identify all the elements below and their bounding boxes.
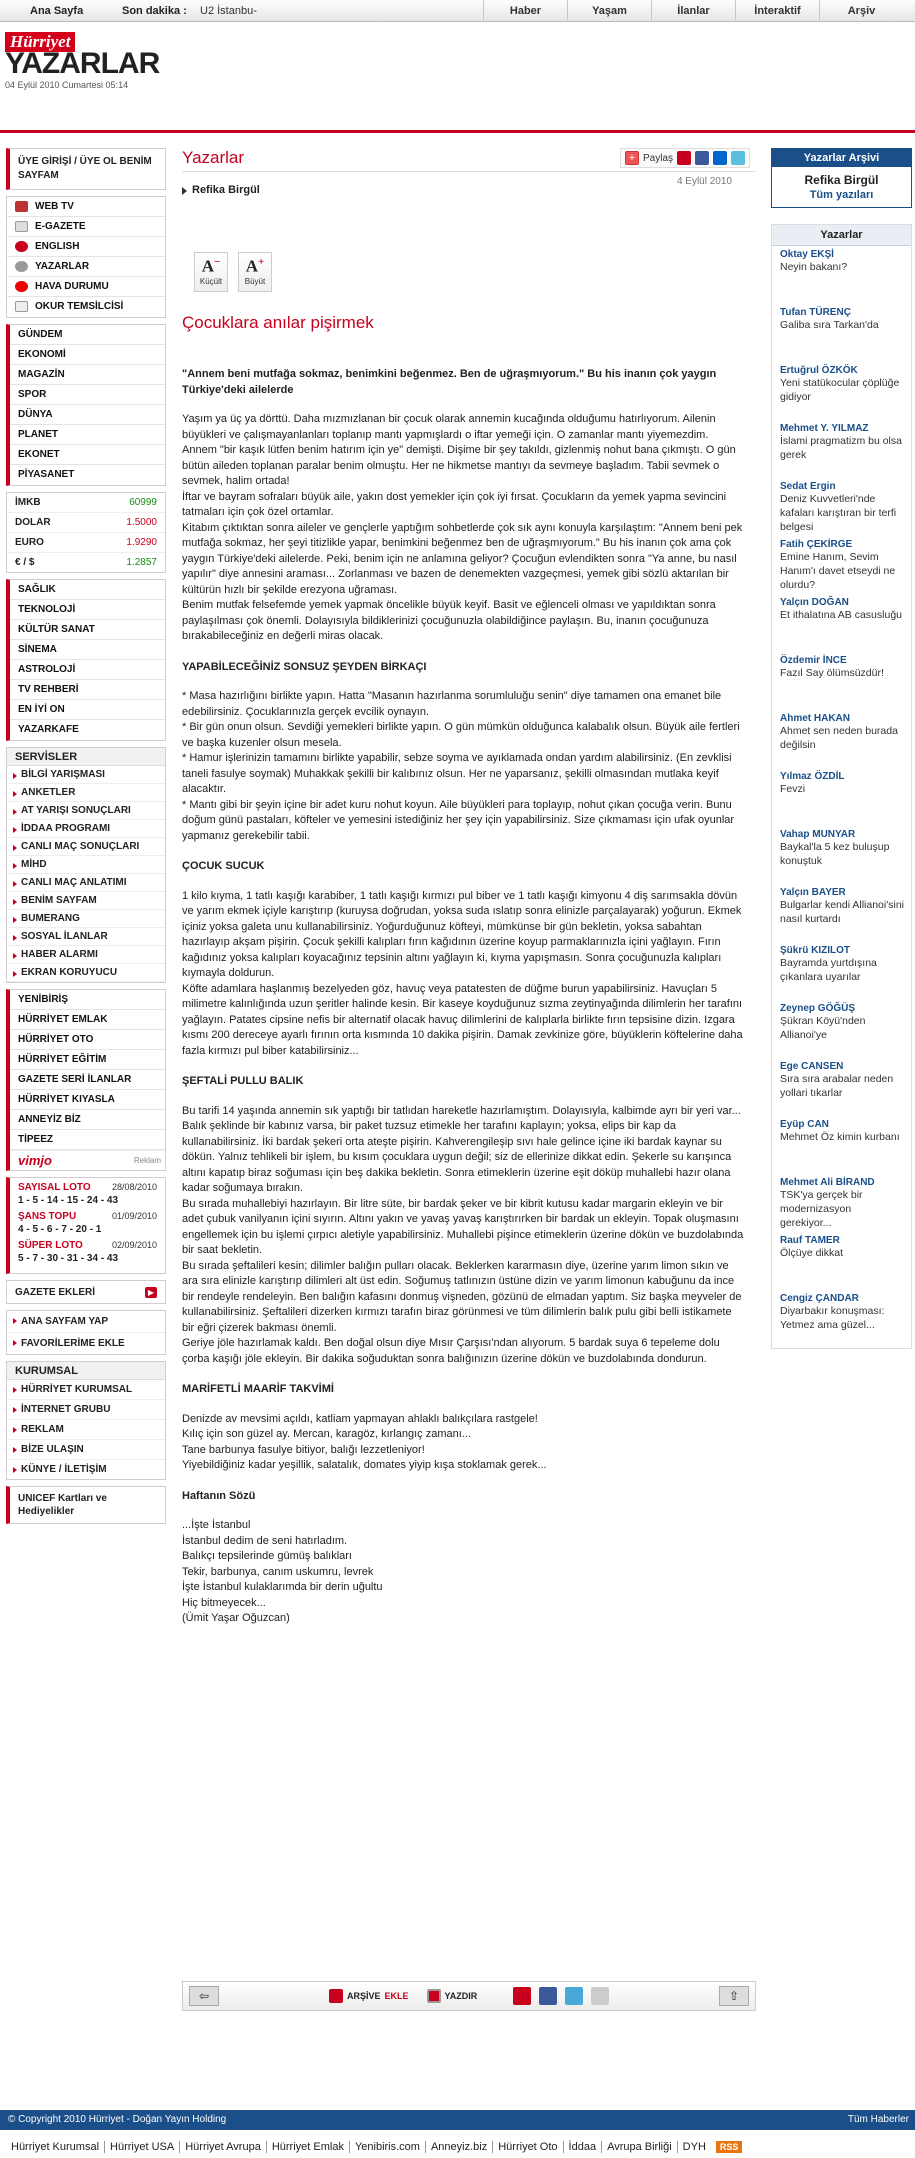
sidebar-item-tv-rehberi[interactable]: TV REHBERİ [10,680,165,700]
writer-name[interactable]: Tufan TÜRENÇ [780,307,851,318]
writer-item[interactable] [772,652,911,710]
footer-link[interactable]: Hürriyet Oto [493,2141,563,2153]
lottery-name: ŞANS TOPU [18,1211,77,1222]
sidebar-item-label: OKUR TEMSİLCİSİ [35,301,124,312]
paragraph: Kitabım çıktıktan sonra aileler ve gençlerle yaptığım sohbetlerde çok sık aynı konuyla karşılaştım: "Annem beni pek mutfağa sokmaz, her şeyi titizlikle yapar, benimkini beğenmez ben de uğraşmıyorum." Bu his inanın çok ama çok yaygın Türkiye'deki ailelerde. Peki, benim için ne anlamına geliyor? Çocuğun evlendikten sonra "Ya anne, bu nasıl yapılır" diye annesini araması... Zorlanması ve bazen de denemekten vazgeçmesi, yemek gibi sözlü aktarılan bir kültürün hızlı bir şekilde erezyona uğraması. [182,521,743,596]
top-bar [0,0,915,22]
group-link[interactable]: HÜRRİYET EMLAK [10,1010,165,1030]
archive-title: Yazarlar Arşivi [772,149,911,167]
paragraph: * Hamur işlerinizin tamamını birlikte yapabilir, sebze soyma ve ayıklamada ondan yardım alabilirsiniz. (En zevklisi taneli fasulye soymak) Muhakkak şekilli bir kalıbınız olsun. Her ne yaparsanız, şekilli olmasından mutlaka keyif alacaktır. [182,752,732,795]
font-size-controls [194,252,272,292]
group-sites-box [6,989,166,1171]
archive-add-label: ARŞİVE [347,1991,381,2001]
writer-item[interactable] [772,884,911,942]
pen-icon [15,301,28,312]
sidebar-item-label: HAVA DURUMU [35,281,109,292]
unicef-box[interactable] [6,1486,166,1524]
sidebar-item-en-iyi-on[interactable]: EN İYİ ON [10,700,165,720]
market-row[interactable] [7,533,165,553]
quote-line: Tekir, barbunya, canım uskumru, levrek [182,1565,374,1578]
section-logo: YAZARLAR [5,47,160,80]
group-link[interactable]: HÜRRİYET EĞİTİM [10,1050,165,1070]
writer-article-title[interactable]: Ahmet sen neden burada değilsin [780,725,898,751]
paragraph: Bu tarifi 14 yaşında annemin sık yaptığı bir tatlıdan hareketle hazırlamıştım. Dolayısıyla, kalbimde ayrı bir yeri var... [182,1104,741,1117]
lottery-numbers: 5 - 7 - 30 - 31 - 34 - 43 [18,1253,119,1264]
paragraph: * Mantı gibi bir şeyin içine bir adet kuru nohut koyun. Aile büyükleri para toplayıp, nohut çıkan çocuğa verin. Bunu doğum günü pastaları, köfteler ve yemesini istediğiniz her şey için yapabilirsiniz. Size çıkmaması için ufak oyunlar yapmanız gerekebilir tabii. [182,798,735,842]
writer-item[interactable] [772,1116,911,1174]
writer-name[interactable]: Fatih ÇEKİRGE [780,539,853,550]
tv-icon [15,201,28,212]
footer-links [0,2136,915,2158]
writer-name[interactable]: Özdemir İNCE [780,655,847,666]
writer-item[interactable] [772,478,911,536]
lottery-date: 28/08/2010 [111,1182,157,1192]
paragraph: Tane barbunya fasulye bitiyor, balığı lezzetleniyor! [182,1443,425,1456]
sidebar-item-magazin[interactable]: MAGAZİN [10,365,165,385]
brand-logo: Hürriyet [5,32,75,52]
footer-link[interactable]: İddaa [564,2141,603,2153]
writer-article-title[interactable]: Bulgarlar kendi Allianoi'sini nasıl kurtardı [780,899,904,925]
market-row[interactable] [7,493,165,513]
service-link[interactable]: HABER ALARMI [7,946,165,964]
market-label: DOLAR [15,517,51,528]
services-box [6,747,166,983]
quote-line: (Ümit Yaşar Oğuzcan) [182,1612,290,1624]
paragraph: Yiyebildiğiniz kadar yeşillik, salatalık, domates yiyip kışa stoklamak gerek... [182,1459,547,1471]
paragraph: Geriye jöle hazırlamak kaldı. Ben doğal olsun diye Mısır Çarşısı'ndan alıyorum. 5 bardak suya 6 tepeleme dolu çorba kaşığı jöle ekleyin. Bir dakika soğuduktan sonra balığınızın üzerine dökün ve buzdolabında dondurun. [182,1337,720,1365]
paragraph: Bu sırada şeftalileri kesin; dilimler balığın pulları olacak. Beklerken kararmasın diye, üzerine yarım limon sıkın ve ara sıra elinizle karıştırıp dilimleri alt üst edin. Soğumuş tatlınızın üstüne dizin ve yarım limonun kabuğunu da ince bir rendeyle rendeleyin. Ben balığın kafasını donmuş vişneden, gözünü de elmadan yaptım. Siz başka meyveler de kullanabilirsiniz. Şeftalileri dizerken kırmızı tarafın biraz görünmesi ve tüm dilimlerin balık pulu gibi belli istikamete bir eğri çizerek bakması önemli. [182,1259,742,1334]
footer-link[interactable]: Hürriyet USA [105,2141,180,2153]
facebook-icon[interactable] [695,151,709,165]
group-link[interactable]: GAZETE SERİ İLANLAR [10,1070,165,1090]
windows-icon[interactable] [713,151,727,165]
footer-link[interactable]: Hürriyet Avrupa [180,2141,267,2153]
market-value: 1.5000 [126,517,157,528]
lottery-name: SÜPER LOTO [18,1240,83,1251]
share-label: Paylaş [642,152,673,164]
site-logo[interactable] [5,32,159,90]
copyright: © Copyright 2010 Hürriyet - Doğan Yayın Holding [8,2114,227,2125]
header-divider [0,130,915,133]
footer-link[interactable]: Hürriyet Kurumsal [6,2141,105,2153]
sidebar-item-label: YAZARLAR [35,261,90,272]
add-favorites-link[interactable]: FAVORİLERİME EKLE [7,1333,165,1354]
author-name[interactable]: Refika Birgül [182,184,260,196]
writer-name[interactable]: Rauf TAMER [780,1235,840,1246]
corporate-link[interactable]: REKLAM [7,1420,165,1440]
service-link[interactable]: CANLI MAÇ ANLATIMI [7,874,165,892]
service-link[interactable]: İDDAA PROGRAMI [7,820,165,838]
share-bar [620,148,750,168]
home-link[interactable]: Ana Sayfa [30,5,84,17]
writer-article-title[interactable]: Baykal'la 5 kez buluşup konuştuk [780,841,890,867]
writer-name[interactable]: Ahmet HAKAN [780,713,850,724]
corporate-box [6,1361,166,1480]
article-date: 4 Eylül 2010 [676,176,732,187]
subheading: ÇOCUK SUCUK [182,860,265,872]
writer-item[interactable] [772,1290,911,1348]
back-button[interactable] [189,1986,219,2006]
writer-item[interactable] [772,362,911,420]
sidebar-item-ekonet[interactable]: EKONET [10,445,165,465]
footer-link[interactable]: Anneyiz.biz [426,2141,493,2153]
sidebar-item-ekonomi[interactable]: EKONOMİ [10,345,165,365]
market-box [6,492,166,573]
arrow-right-icon: ▶ [145,1287,157,1298]
nav-interaktif[interactable]: İnteraktif [735,0,819,22]
printer-icon [427,1989,441,2003]
sidebar-item-yazarlar[interactable] [7,257,165,277]
writer-article-title[interactable]: Sıra sıra arabalar neden yollari tıkarlar [780,1073,894,1099]
quote-line: Balıkçı tepsilerinde gümüş balıkları [182,1550,352,1562]
sidebar-item-okur-temsilcisi[interactable] [7,297,165,317]
sidebar-item-planet[interactable]: PLANET [10,425,165,445]
service-link[interactable]: MİHD [7,856,165,874]
share-icons [513,1987,609,2005]
service-link[interactable]: EKRAN KORUYUCU [7,964,165,982]
arrow-up-icon: ⇧ [728,1989,740,2003]
writer-archive-box [771,148,912,208]
market-label: İMKB [15,497,41,508]
writer-item[interactable] [772,710,911,768]
service-link[interactable]: BENİM SAYFAM [7,892,165,910]
bookmark-icon[interactable] [513,1987,531,2005]
sidebar-item-gundem[interactable]: GÜNDEM [10,325,165,345]
writer-article-title[interactable]: Deniz Kuvvetleri'nde kafaları karıştıran bir terfi belgesi [780,493,897,533]
prefs-box [6,1310,166,1355]
writer-item[interactable] [772,768,911,826]
service-link[interactable]: AT YARIŞI SONUÇLARI [7,802,165,820]
market-value: 1.2857 [126,557,157,568]
writer-article-title[interactable]: TSK'ya gerçek bir modernizasyon gerekiyor... [780,1189,863,1229]
lottery-numbers: 4 - 5 - 6 - 7 - 20 - 1 [18,1224,102,1235]
facebook-icon[interactable] [539,1987,557,2005]
writer-item[interactable] [772,1058,911,1116]
market-row[interactable] [7,513,165,533]
nav-haber[interactable]: Haber [483,0,567,22]
sections-menu [6,324,166,486]
market-label: € / $ [15,557,35,568]
archive-writer-name[interactable]: Refika Birgül [804,173,879,187]
writer-name[interactable]: Şükrü KIZILOT [780,945,850,956]
all-news-link[interactable]: Tüm Haberler [847,2114,909,2125]
unicef-link: UNICEF Kartları ve Hediyelikler [18,1493,107,1517]
article-title: Çocuklara anılar pişirmek [182,313,374,332]
sidebar-item-label: E-GAZETE [35,221,86,232]
breaking-label: Son dakika : [122,5,187,17]
writer-item[interactable] [772,420,911,478]
folder-icon [329,1989,343,2003]
footer-link[interactable]: Avrupa Birliği [602,2141,678,2153]
sidebar-item-piyasanet[interactable]: PİYASANET [18,469,75,480]
writer-name[interactable]: Cengiz ÇANDAR [780,1293,859,1304]
ad-label: Reklam [133,1156,161,1165]
paragraph: Balık şeklinde bir kabınız varsa, bir paket tuzsuz etimekle her tarafını kaplayın; yoksa, elips bir kap da kullanabilirsiniz. İki bardak şekeri orta ateşte pişirin. Kahverengileşip sıvı hale gelince içine iki bardak kaynar su dökün. Yalnız tehlikeli bir işlem, bu kısım çocuklara uygun değil; siz de ellerinize dikkat edin. Şekerle su karışınca altını kapatıp biraz soğuması için beş dakika bekletin. Sonra etimeklerin üzerine eşit döküp muhallebi hazır olana kadar soğumaya bırakın. [182,1120,732,1194]
writer-article-title[interactable]: Emine Hanım, Sevim Hanım'ı davet etseydi ne olurdu? [780,551,896,591]
breaking-news-link[interactable]: U2 İstanbu- [200,5,257,17]
footer-bar [0,2110,915,2130]
gazete-ekleri-label: GAZETE EKLERİ [15,1287,96,1298]
sidebar-item-kultur-sanat[interactable]: KÜLTÜR SANAT [10,620,165,640]
all-articles-link[interactable]: Tüm yazıları [809,189,874,201]
writer-article-title[interactable]: Fazıl Say ölümsüzdür! [780,667,884,679]
current-date: 04 Eylül 2010 Cumartesi 05:14 [5,80,129,90]
sidebar-item-sinema[interactable]: SİNEMA [10,640,165,660]
sidebar-item-hava-durumu[interactable] [7,277,165,297]
sidebar-item-spor[interactable]: SPOR [10,385,165,405]
print-button[interactable] [427,1989,478,2003]
font-smaller-icon: A− [201,256,221,276]
writer-item[interactable] [772,536,911,594]
paragraph: Köfte adamlara haşlanmış bezelyeden göz, havuç veya patatesten de düğme burun yapabilirsiniz. Havuçları 5 milimetre kalınlığında uzun şeritler halinde kesin. Bir kaseye koyduğunuz sızma zeytinyağında dilimlerin her tarafını yağlayın. Patates cipsine nefis bir alternatif olacak havuç dilimlerini de kalıplarla birlikte fırın tepsisine dizin. Izgara kısmı 200 dereceye ayarlı fırının orta kısmında 10 dakika pişirin. Damak zevkinize göre, büyüklerin köftelerine daha fazla kırmızı pul biber katabilirsiniz... [182,982,743,1057]
media-menu [6,196,166,318]
service-link[interactable]: CANLI MAÇ SONUÇLARI [7,838,165,856]
paragraph: Yaşım ya üç ya dörttü. Daha mızmızlanan bir çocuk olarak annemin kucağında olduğumu hatırlıyorum. Ailenin büyükleri ve çalışmayanlanları toplanıp mantı yapmışlardı o iftar yemeği için. O zamanlar mantı yiyemezdim. Annem "bir kaşık lütfen benim hatırım için ye" demişti. Dişime bir şey takıldı, gizlenmiş nohut bana çıkmıştı. O gün bütün aileden toplanan paralar benim olmuştu. Her ne hikmetse mantıyı da sevmeye başladım. Tabii sevmek o sevmek, halim ortada! [182,413,736,487]
writer-article-title[interactable]: Yeni statükocular çöplüğe gidiyor [780,377,900,403]
left-sidebar [6,148,166,1530]
newspaper-icon [15,221,28,232]
writer-name[interactable]: Vahap MUNYAR [780,829,856,840]
plus-icon[interactable]: + [625,151,639,165]
paragraph: * Masa hazırlığını birlikte yapın. Hatta "Masanın hazırlanma sorumluluğu senin" diye tamamen ona emanet bile edebilirsiniz. Çocuklarınızla gerçek evcilik oynayın. [182,690,722,718]
writer-item[interactable] [772,1174,911,1232]
nav-yasam[interactable]: Yaşam [567,0,651,22]
font-smaller-button[interactable] [194,252,228,292]
nav-arsiv[interactable]: Arşiv [819,0,903,22]
group-link[interactable]: ANNEYİZ BİZ [10,1110,165,1130]
subheading: MARİFETLİ MAARİF TAKVİMİ [182,1383,334,1395]
corporate-title: KURUMSAL [7,1362,165,1380]
paragraph: * Bir gün onun olsun. Sevdiği yemekleri birlikte yapın. O gün mümkün olduğunca kalabalık olsun. Büyük aile fertleri ve başka kuzenler olsun mesela. [182,721,740,749]
login-box [6,148,166,190]
sidebar-item-dunya[interactable]: DÜNYA [10,405,165,425]
weather-icon [15,281,28,292]
footer-link[interactable]: Hürriyet Emlak [267,2141,350,2153]
writer-name[interactable]: Yalçın BAYER [780,887,846,898]
lottery-date: 01/09/2010 [111,1211,157,1221]
group-link[interactable]: HÜRRİYET KIYASLA [10,1090,165,1110]
paragraph: İftar ve bayram sofraları büyük aile, yakın dost yemekler için çok iyi fırsat. Çocukların da yemek yapma sevincini tatmaları için çok özel ortamlar. [182,490,727,518]
vimjo-ad[interactable] [10,1150,165,1170]
sidebar-item-teknoloji[interactable]: TEKNOLOJİ [10,600,165,620]
footer-link[interactable]: DYH [682,2141,706,2153]
article-body [182,412,744,1627]
set-homepage-link[interactable]: ANA SAYFAM YAP [7,1311,165,1333]
writer-article-title[interactable]: Şükran Köyü'nden Allianoi'ye [780,1015,866,1041]
section-title: Yazarlar [182,148,245,167]
writer-name[interactable]: Ertuğrul ÖZKÖK [780,365,858,376]
writer-name[interactable]: Oktay EKŞİ [780,249,834,260]
archive-add-button[interactable] [329,1989,409,2003]
market-value: 1.9290 [126,537,157,548]
corporate-link[interactable]: KÜNYE / İLETİŞİM [7,1460,165,1479]
font-bigger-icon: A+ [245,256,265,276]
market-row[interactable] [7,553,165,572]
writer-name[interactable]: Mehmet Ali BİRAND [780,1177,875,1188]
sections-menu-2 [6,579,166,741]
sidebar-item-label: ENGLISH [35,241,80,252]
top-button[interactable] [719,1986,749,2006]
corporate-link[interactable]: İNTERNET GRUBU [7,1400,165,1420]
archive-add-label-2: EKLE [384,1991,409,2001]
arrow-left-icon: ⇦ [198,1989,210,2003]
services-title: SERVİSLER [7,748,165,766]
paragraph: Denizde av mevsimi açıldı, katliam yapmayan ahlaklı balıkçılara rastgele! [182,1412,538,1425]
writer-item[interactable] [772,1232,911,1290]
print-label: YAZDIR [444,1991,478,2001]
group-link[interactable]: HÜRRİYET OTO [10,1030,165,1050]
writer-item[interactable] [772,1000,911,1058]
writer-name[interactable]: Yılmaz ÖZDİL [780,771,845,782]
subheading: Haftanın Sözü [182,1489,256,1502]
corporate-link[interactable]: HÜRRİYET KURUMSAL [7,1380,165,1400]
font-bigger-button[interactable] [238,252,272,292]
lottery-name: SAYISAL LOTO [18,1182,91,1193]
right-sidebar [771,148,915,1349]
writer-item[interactable] [772,942,911,1000]
font-smaller-label: Küçült [199,276,223,286]
bookmark-icon[interactable] [677,151,691,165]
service-link[interactable]: SOSYAL İLANLAR [7,928,165,946]
subheading: ŞEFTALİ PULLU BALIK [182,1075,304,1087]
market-value: 60999 [129,497,157,508]
writer-article-title[interactable]: Bayramda yurtdışına çıkanlara uyarılar [780,957,877,983]
paragraph: Kılıç için son güzel ay. Mercan, karagöz, kırlangıç zamanı... [182,1428,471,1440]
writer-article-title[interactable]: Diyarbakır konuşması: Yetmez ama güzel... [780,1305,885,1331]
sidebar-item-web-tv[interactable] [7,197,165,217]
email-icon[interactable] [591,1987,609,2005]
writer-article-title[interactable]: İslami pragmatizm bu olsa gerek [780,435,902,461]
quote-line: Hiç bitmeyecek... [182,1596,266,1609]
article-area [182,148,756,2003]
lottery-date: 02/09/2010 [111,1240,157,1250]
sidebar-item-yazarkafe[interactable]: YAZARKAFE [18,724,79,735]
paragraph: Bu sırada muhallebiyi hazırlayın. Bir litre süte, bir bardak şeker ve bir kibrit kutusu kadar margarin ekleyin ve bir adet çubuk vanilyanın içini sıyırın. Altını yakın ve yavaş yavaş karıştırırken bir bardak un ekleyin. Topak oluşmasını engellemek için bu işlemi çırpıcı aletiyle yapabilirsiniz. Muhallebi pişince etimeklerin üzerine dökün ve buzdolabında bir saat bekletin. [182,1197,744,1256]
writer-article-title[interactable]: Et ithalatına AB casusluğu [780,609,902,621]
quote-line: ...İşte İstanbul [182,1519,251,1531]
writer-article-title[interactable]: Fevzi [780,783,806,795]
writer-article-title[interactable]: Mehmet Öz kimin kurbanı [780,1131,900,1143]
market-label: EURO [15,537,44,548]
vimjo-logo: vimjo [18,1153,52,1168]
paragraph: 1 kilo kıyma, 1 tatlı kaşığı karabiber, 1 tatlı kaşığı kırmızı pul biber ve 1 tatlı kaşığı kimyonu 4 diş sarımsakla dövün ve yarım ekmek içiyle karıştırıp (kuruysa doğrudan, yoksa suda ıslatıp sonra elinizle parçalayarak) yoğurun. Ekmek içiniz yoksa galeta unu kullanabilirsiniz. Yoğurduğunuz köfteyi, mümkünse bir gün bekletin, yoksa sabahtan hazırlayıp akşam pişirin. Çocuk şekilli kalıpları fırın kağıdının üzerine koyup parmaklarınızla içini yağlayın. Fırın kağıdınız yoksa kalıpları koyacağınız tepsinin altını yağlayın ki, kıyma yapışmasın. Sonra çocuğunuzla kalıpları kıymayla doldurun. [182,889,742,979]
writer-name[interactable]: Mehmet Y. YILMAZ [780,423,869,434]
lottery-numbers: 1 - 5 - 14 - 15 - 24 - 43 [18,1195,119,1206]
quote-line: İstanbul dedim de seni hatırladım. [182,1534,348,1547]
writer-name[interactable]: Ege CANSEN [780,1061,844,1072]
writer-item[interactable] [772,304,911,362]
writer-name[interactable]: Sedat Ergin [780,481,836,492]
section-header [182,148,756,172]
writer-article-title[interactable]: Neyin bakanı? [780,261,848,273]
writer-item[interactable] [772,826,911,884]
writer-icon [15,261,28,272]
writer-item[interactable] [772,246,911,304]
sidebar-item-saglik[interactable]: SAĞLIK [10,580,165,600]
group-link[interactable]: TİPEEZ [10,1130,165,1150]
writers-list [771,224,912,1349]
writer-article-title[interactable]: Galiba sıra Tarkan'da [780,319,879,331]
globe-icon [15,241,28,252]
top-nav [483,0,903,22]
subheading: YAPABİLECEĞİNİZ SONSUZ ŞEYDEN BİRKAÇI [182,660,427,673]
writer-name[interactable]: Zeynep GÖĞÜŞ [780,1003,856,1014]
sidebar-item-label: WEB TV [35,201,74,212]
author-line [182,176,756,198]
service-link[interactable]: BUMERANG [7,910,165,928]
corporate-link[interactable]: BİZE ULAŞIN [7,1440,165,1460]
service-link[interactable]: BİLGİ YARIŞMASI [7,766,165,784]
footer-link[interactable]: Yenibiris.com [350,2141,426,2153]
writers-title: Yazarlar [772,225,911,246]
writer-name[interactable]: Yalçın DOĞAN [780,597,849,608]
login-link[interactable]: ÜYE GİRİŞİ / ÜYE OL BENİM SAYFAM [18,156,152,181]
lottery-box [6,1177,166,1274]
nav-ilanlar[interactable]: İlanlar [651,0,735,22]
font-bigger-label: Büyüt [244,276,266,286]
article-toolbar [182,1981,756,2011]
sidebar-item-english[interactable] [7,237,165,257]
writer-article-title[interactable]: Ölçüye dikkat [780,1247,844,1259]
paragraph: Benim mutfak felsefemde yemek yapmak öncelikle büyük keyif. Basit ve eğlenceli olması ve yapıldıktan sonra paylaşılması çok önemli. Dolayısıyla bildiklerinizi çocuğunuzla olabildiğince paylaşın. Bu, inanın çocuğunuza bırakabileceğiniz en değerli miras olacak. [182,599,716,642]
sidebar-item-astroloji[interactable]: ASTROLOJİ [10,660,165,680]
sidebar-item-e-gazete[interactable] [7,217,165,237]
gazete-ekleri-box[interactable] [6,1280,166,1304]
writer-name[interactable]: Eyüp CAN [780,1119,829,1130]
lottery-results[interactable] [10,1178,165,1273]
writer-item[interactable] [772,594,911,652]
quote-line: İşte İstanbul kulaklarımda bir derin uğultu [182,1581,383,1593]
group-link[interactable]: YENİBİRİŞ [10,990,165,1010]
rss-icon[interactable]: RSS [716,2141,743,2153]
twitter-icon[interactable] [565,1987,583,2005]
article-lead: "Annem beni mutfağa sokmaz, benimkini beğenmez. Ben de uğraşmıyorum." Bu his inanın çok yaygın Türkiye'deki ailelerde [182,368,717,396]
twitter-icon[interactable] [731,151,745,165]
service-link[interactable]: ANKETLER [7,784,165,802]
